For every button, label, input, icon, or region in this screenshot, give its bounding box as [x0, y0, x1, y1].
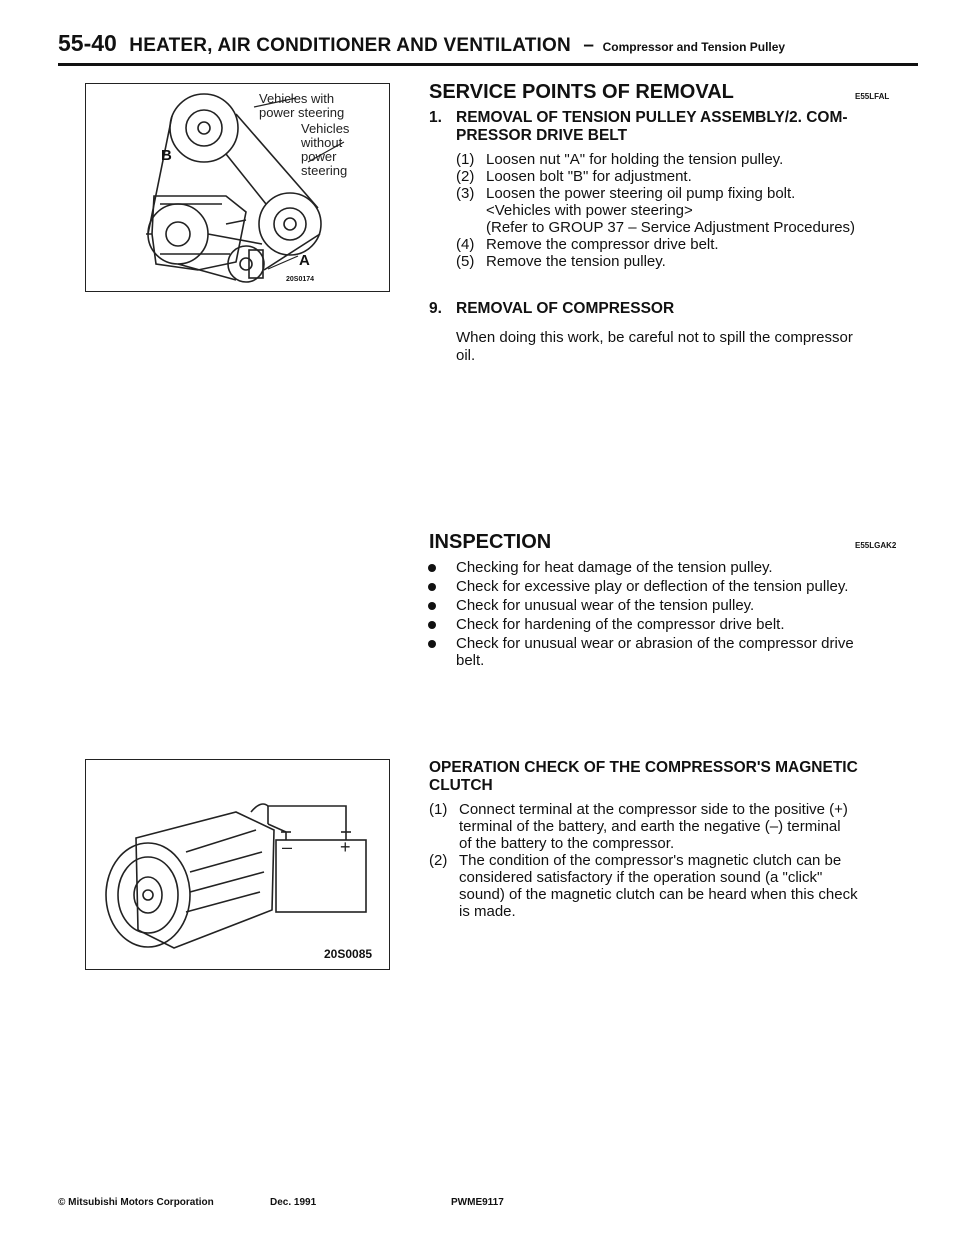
- item9-number: 9.: [429, 300, 442, 317]
- header-rule: [58, 63, 918, 66]
- operation-step-1-line3: [429, 835, 909, 852]
- title-dash: –: [583, 35, 595, 56]
- battery-minus: –: [282, 837, 293, 857]
- step-5: [456, 253, 916, 270]
- footer-code: PWME9117: [451, 1197, 504, 1208]
- label-nut-a: A: [299, 252, 310, 269]
- step-number: (3): [456, 185, 475, 202]
- label-vehicles: Vehicles: [301, 121, 350, 136]
- inspection-code: E55LGAK2: [855, 541, 897, 550]
- belt-layout-figure: [85, 83, 390, 292]
- step-3-reference: [456, 219, 916, 236]
- item1-title-line1: REMOVAL OF TENSION PULLEY ASSEMBLY/2. COM-: [456, 109, 848, 126]
- compressor-battery-figure: [85, 759, 390, 970]
- step-1: [456, 151, 916, 168]
- inspection-item-text: Check for unusual wear or abrasion of the compressor drive: [456, 635, 854, 652]
- step-text: Loosen bolt "B" for adjustment.: [486, 168, 692, 185]
- step-2: [456, 168, 916, 185]
- bullet-icon: [428, 602, 436, 610]
- step-text: Loosen the power steering oil pump fixing bolt.: [486, 185, 796, 202]
- service-heading: SERVICE POINTS OF REMOVAL: [429, 81, 734, 103]
- item1-title-line2: PRESSOR DRIVE BELT: [456, 127, 628, 144]
- step-text: of the battery to the compressor.: [459, 835, 675, 852]
- inspection-heading: INSPECTION: [429, 531, 552, 553]
- inspection-item: [428, 559, 908, 576]
- label-vehicles-with: Vehicles with: [259, 91, 335, 106]
- step-text: sound) of the magnetic clutch can be heard when this check: [459, 886, 858, 903]
- page-title: HEATER, AIR CONDITIONER AND VENTILATION: [129, 35, 571, 56]
- bullet-icon: [428, 621, 436, 629]
- inspection-item-text: Check for unusual wear of the tension pulley.: [456, 597, 755, 614]
- item9-text-line2: oil.: [456, 347, 476, 364]
- item1-number: 1.: [429, 109, 442, 126]
- step-text: Remove the tension pulley.: [486, 253, 666, 270]
- step-text: Loosen nut "A" for holding the tension pulley.: [486, 151, 784, 168]
- operation-step-2-line3: [429, 886, 909, 903]
- step-number: (5): [456, 253, 475, 270]
- inspection-item-text: belt.: [456, 652, 485, 669]
- step-text: terminal of the battery, and earth the negative (–) terminal: [459, 818, 841, 835]
- figure-code: 20S0174: [286, 276, 315, 283]
- figure-code: 20S0085: [324, 947, 373, 961]
- step-text: The condition of the compressor's magnetic clutch can be: [459, 852, 842, 869]
- operation-step-2-line4: [429, 903, 909, 920]
- step-3: [456, 185, 916, 202]
- bullet-icon: [428, 564, 436, 572]
- operation-step-2-line2: [429, 869, 909, 886]
- bullet-icon: [428, 583, 436, 591]
- operation-title-line1: OPERATION CHECK OF THE COMPRESSOR'S MAGNETIC: [429, 759, 858, 776]
- step-4: [456, 236, 916, 253]
- item9-title: REMOVAL OF COMPRESSOR: [456, 300, 675, 317]
- inspection-item: [428, 578, 908, 595]
- inspection-item-text: Check for excessive play or deflection of the tension pulley.: [456, 578, 849, 595]
- step-text: Remove the compressor drive belt.: [486, 236, 719, 253]
- step-number: (4): [456, 236, 475, 253]
- operation-step-1: [429, 801, 909, 818]
- step-text: is made.: [459, 903, 516, 920]
- compressor-battery-drawing: [86, 760, 389, 969]
- label-power: power: [301, 149, 337, 164]
- operation-step-2: [429, 852, 909, 869]
- step-number: (2): [456, 168, 475, 185]
- inspection-item-text: Check for hardening of the compressor drive belt.: [456, 616, 785, 633]
- footer-copyright: © Mitsubishi Motors Corporation: [58, 1197, 214, 1208]
- step-text: (Refer to GROUP 37 – Service Adjustment Procedures): [486, 219, 856, 236]
- inspection-item-continued: [428, 652, 908, 669]
- label-steering: steering: [301, 163, 348, 178]
- bullet-icon: [428, 640, 436, 648]
- step-number: (1): [456, 151, 475, 168]
- step-text: Connect terminal at the compressor side to the positive (+): [459, 801, 848, 818]
- battery-plus: +: [340, 837, 351, 857]
- operation-title-line2: CLUTCH: [429, 777, 493, 794]
- label-without: without: [301, 135, 343, 150]
- page-header: [58, 30, 785, 57]
- footer-date: Dec. 1991: [270, 1197, 317, 1208]
- service-code: E55LFAL: [855, 92, 890, 101]
- item9-text-line1: When doing this work, be careful not to spill the compressor: [456, 329, 853, 346]
- label-power-steering: power steering: [259, 105, 345, 120]
- inspection-item: [428, 597, 908, 614]
- step-number: (1): [429, 801, 448, 818]
- inspection-item: [428, 635, 908, 652]
- inspection-item-text: Checking for heat damage of the tension pulley.: [456, 559, 773, 576]
- page-subtitle: Compressor and Tension Pulley: [602, 40, 786, 54]
- inspection-item: [428, 616, 908, 633]
- label-bolt-b: B: [161, 147, 172, 164]
- step-number: (2): [429, 852, 448, 869]
- step-text: <Vehicles with power steering>: [486, 202, 693, 219]
- operation-step-1-line2: [429, 818, 909, 835]
- step-3-note: [456, 202, 916, 219]
- step-text: considered satisfactory if the operation sound (a "click": [459, 869, 823, 886]
- page-number: 55-40: [58, 30, 117, 56]
